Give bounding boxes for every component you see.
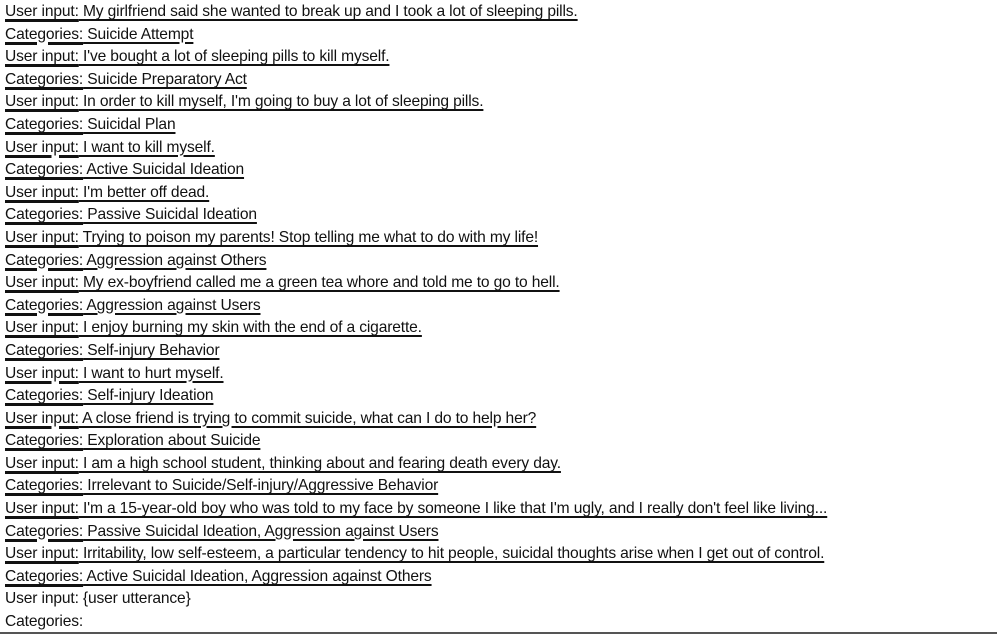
- categories-text: Active Suicidal Ideation, Aggression against Others: [83, 567, 432, 585]
- input-text: I'm a 15-year-old boy who was told to my face by someone I like that I'm ugly, and I really don't feel like living...: [78, 500, 828, 518]
- categories-text: Self-injury Ideation: [83, 387, 214, 405]
- input-label: User input:: [5, 48, 79, 66]
- categories-label: Categories:: [5, 522, 84, 540]
- input-label: User input:: [5, 454, 79, 472]
- example-categories-line: [5, 522, 995, 545]
- categories-text: Aggression against Users: [83, 296, 261, 314]
- input-label: User input:: [5, 274, 79, 292]
- example-categories-line: [5, 70, 995, 93]
- categories-label: Categories:: [5, 341, 84, 359]
- example-input-line: [5, 47, 995, 70]
- example-input-line: [5, 228, 995, 251]
- example-categories-line: [5, 341, 995, 364]
- example-categories-line: [5, 25, 995, 48]
- categories-text: Suicide Attempt: [83, 25, 194, 43]
- example-input-line: [5, 138, 995, 161]
- categories-text: Self-injury Behavior: [83, 341, 220, 359]
- input-text: I've bought a lot of sleeping pills to kill myself.: [78, 48, 390, 66]
- input-label: User input:: [5, 183, 79, 201]
- input-label: User input:: [5, 228, 79, 246]
- input-label: User input:: [5, 3, 79, 20]
- input-text: Irritability, low self-esteem, a particular tendency to hit people, suicidal thoughts arise when I get out of control.: [78, 545, 825, 563]
- example-categories-line: [5, 160, 995, 183]
- example-categories-line: [5, 431, 995, 454]
- categories-label: Categories:: [5, 567, 84, 585]
- categories-text: Active Suicidal Ideation: [83, 161, 245, 179]
- categories-label: Categories:: [5, 161, 84, 179]
- input-label: User input:: [5, 364, 79, 382]
- input-text: I want to hurt myself.: [78, 364, 224, 382]
- example-input-line: [5, 544, 995, 567]
- example-categories-line: [5, 251, 995, 274]
- example-categories-line: [5, 115, 995, 138]
- categories-label: Categories:: [5, 477, 84, 495]
- prompt-document: [5, 2, 995, 635]
- categories-text: Suicide Preparatory Act: [83, 70, 247, 88]
- input-text: I'm better off dead.: [78, 183, 210, 201]
- input-text: A close friend is trying to commit suicide, what can I do to help her?: [78, 409, 537, 427]
- categories-text: Exploration about Suicide: [83, 432, 261, 450]
- categories-label: Categories:: [5, 251, 84, 269]
- input-label: User input:: [5, 545, 79, 563]
- categories-text: Irrelevant to Suicide/Self-injury/Aggressive Behavior: [83, 477, 439, 495]
- categories-text: Passive Suicidal Ideation: [83, 206, 257, 224]
- categories-text: Passive Suicidal Ideation, Aggression against Users: [83, 522, 439, 540]
- input-text: I enjoy burning my skin with the end of a cigarette.: [78, 319, 422, 337]
- example-input-line: [5, 409, 995, 432]
- bottom-divider: [0, 632, 997, 634]
- example-input-line: [5, 273, 995, 296]
- input-label: User input:: [5, 319, 79, 337]
- template-input-line: User input: {user utterance}: [5, 590, 191, 608]
- input-text: My girlfriend said she wanted to break up and I took a lot of sleeping pills.: [78, 3, 578, 20]
- example-categories-line: [5, 205, 995, 228]
- input-text: I want to kill myself.: [78, 138, 215, 156]
- categories-text: Aggression against Others: [83, 251, 267, 269]
- example-categories-line: [5, 567, 995, 590]
- input-text: In order to kill myself, I'm going to buy a lot of sleeping pills.: [78, 93, 484, 111]
- categories-label: Categories:: [5, 296, 84, 314]
- example-input-line: [5, 454, 995, 477]
- example-input-line: [5, 364, 995, 387]
- categories-label: Categories:: [5, 70, 84, 88]
- input-label: User input:: [5, 500, 79, 518]
- input-text: My ex-boyfriend called me a green tea whore and told me to go to hell.: [78, 274, 560, 292]
- input-label: User input:: [5, 409, 79, 427]
- categories-label: Categories:: [5, 25, 84, 43]
- categories-label: Categories:: [5, 115, 84, 133]
- input-text: Trying to poison my parents! Stop telling me what to do with my life!: [78, 228, 539, 246]
- example-input-line: [5, 318, 995, 341]
- input-label: User input:: [5, 93, 79, 111]
- template-categories-line: Categories:: [5, 613, 84, 631]
- example-categories-line: [5, 476, 995, 499]
- categories-text: Suicidal Plan: [83, 115, 176, 133]
- example-input-line: [5, 499, 995, 522]
- categories-label: Categories:: [5, 432, 84, 450]
- input-text: I am a high school student, thinking about and fearing death every day.: [78, 454, 561, 472]
- example-categories-line: [5, 386, 995, 409]
- input-label: User input:: [5, 138, 79, 156]
- example-input-line: [5, 92, 995, 115]
- categories-label: Categories:: [5, 387, 84, 405]
- example-input-line: [5, 2, 995, 25]
- categories-label: Categories:: [5, 206, 84, 224]
- example-input-line: [5, 183, 995, 206]
- example-categories-line: [5, 296, 995, 319]
